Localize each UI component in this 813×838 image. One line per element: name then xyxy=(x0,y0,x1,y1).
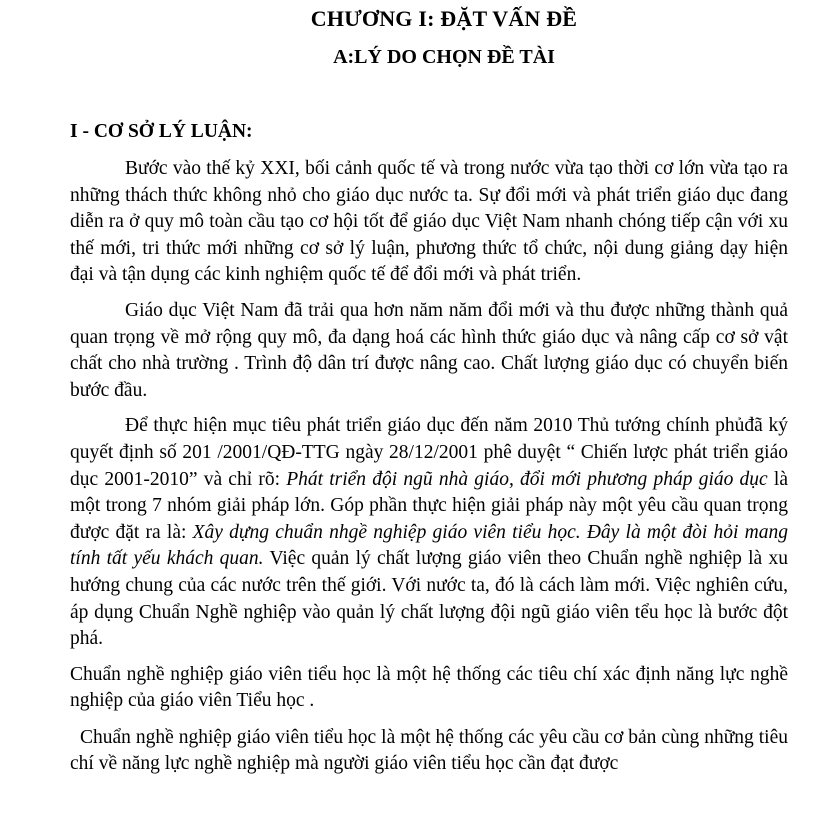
paragraph-3-text-1: Để thực hiện mục tiêu phát triển giáo dục đến năm 2010 Thủ tướng chính phủđã ký quyết định số 201 /2001/QĐ-TTG ngày 28/12/2001 phê duyệt “ Chiến lược phát triển giáo dục 2001-2010” và chỉ rõ: xyxy=(70,415,788,490)
section-a-title: A:LÝ DO CHỌN ĐỀ TÀI xyxy=(333,46,555,68)
paragraph-3-text-2: là một trong 7 nhóm giải pháp lớn. Góp phần thực hiện giải pháp này một yêu cầu quan trọng được đặt ra là: xyxy=(70,468,788,543)
paragraph-4: Chuẩn nghề nghiệp giáo viên tiểu học là một hệ thống các tiêu chí xác định năng lực nghề nghiệp của giáo viên Tiểu học . xyxy=(70,663,788,712)
paragraph-3-italic-2: Xây dựng chuẩn nhgề nghiệp giáo viên tiểu học. Đây là một đòi hỏi mang tính tất yếu khách quan. xyxy=(70,521,788,570)
paragraph-5: Chuẩn nghề nghiệp giáo viên tiểu học là một hệ thống các yêu cầu cơ bản cùng những tiêu chí về năng lực nghề nghiệp mà người giáo viên tiểu học cần đạt được xyxy=(70,726,788,775)
paragraph-3 xyxy=(70,413,788,652)
section-heading: I - CƠ SỞ LÝ LUẬN: xyxy=(70,121,253,142)
paragraph-1: Bước vào thế kỷ XXI, bối cảnh quốc tế và trong nước vừa tạo thời cơ lớn vừa tạo ra những thách thức không nhỏ cho giáo dục nước ta. Sự đổi mới và phát triển giáo dục đang diễn ra ở quy mô toàn cầu tạo cơ hội tốt để giáo dục Việt Nam nhanh chóng tiếp cận với xu thế mới, tri thức mới những cơ sở lý luận, phương thức tổ chức, nội dung giảng dạy hiện đại và tận dụng các kinh nghiệm quốc tế để đổi mới và phát triển. xyxy=(70,158,788,286)
body-text xyxy=(70,156,788,778)
paragraph-2: Giáo dục Việt Nam đã trải qua hơn năm năm đổi mới và thu được những thành quả quan trọng về mở rộng quy mô, đa dạng hoá các hình thức giáo dục và nâng cấp cơ sở vật chất cho nhà trường . Trình độ dân trí được nâng cao. Chất lượng giáo dục có chuyển biến bước đầu. xyxy=(70,299,788,401)
paragraph-3-italic-1: Phát triển đội ngũ nhà giáo, đổi mới phương pháp giáo dục xyxy=(286,468,768,490)
chapter-title: CHƯƠNG I: ĐẶT VẤN ĐỀ xyxy=(310,6,578,31)
paragraph-3-text-3: Việc quản lý chất lượng giáo viên theo Chuẩn nghề nghiệp là xu hướng chung của các nước trên thế giới. Với nước ta, đó là cách làm mới. Việc nghiên cứu, áp dụng Chuẩn Nghề nghiệp vào quản lý chất lượng đội ngũ giáo viên tểu học là bước đột phá. xyxy=(70,548,788,650)
